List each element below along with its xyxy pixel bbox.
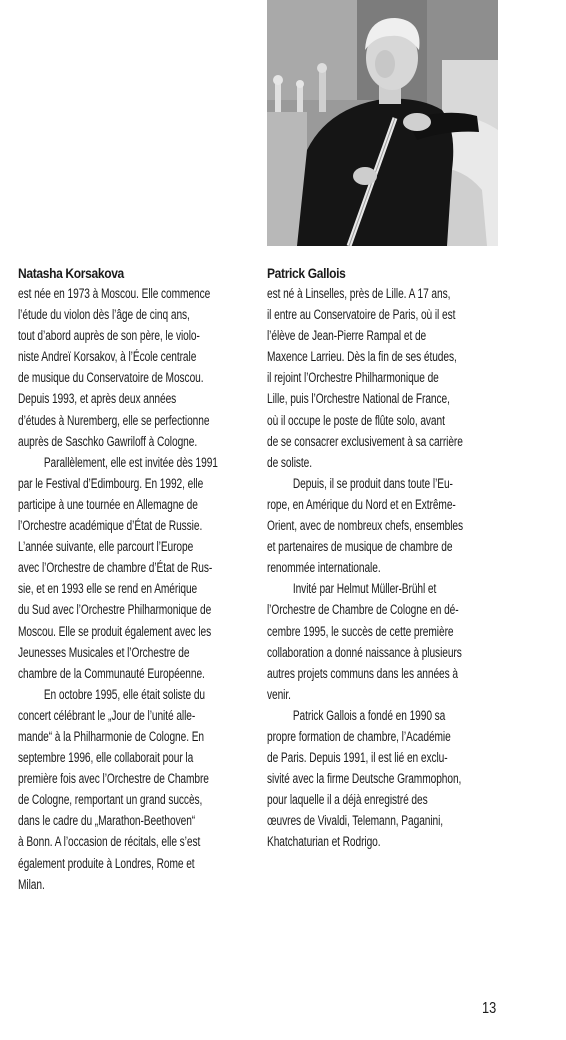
- bio-line: sie, et en 1993 elle se rend en Amérique: [18, 581, 198, 597]
- bio-line: Depuis 1993, et après deux années: [18, 391, 177, 407]
- bio-line: il entre au Conservatoire de Paris, où il est: [267, 307, 456, 323]
- bio-patrick-gallois: [267, 263, 503, 853]
- bio-line: cembre 1995, le succès de cette première: [267, 623, 454, 639]
- bio-line: l’Orchestre académique d’État de Russie.: [18, 518, 203, 534]
- bio-line: participe à une tournée en Allemagne de: [18, 496, 198, 512]
- bio-natasha-korsakova: [18, 263, 250, 895]
- bio-line: renommée internationale.: [267, 560, 381, 576]
- bio-line: où il occupe le poste de flûte solo, avant: [267, 412, 445, 428]
- bio-line: mande“ à la Philharmonie de Cologne. En: [18, 728, 204, 744]
- bio-line: Patrick Gallois a fondé en 1990 sa: [292, 707, 446, 723]
- bio-line: venir.: [267, 686, 291, 702]
- bio-line: pour laquelle il a déjà enregistré des: [267, 792, 428, 808]
- bio-line: Maxence Larrieu. Dès la fin de ses études,: [267, 349, 457, 365]
- bio-line: il rejoint l’Orchestre Philharmonique de: [267, 370, 439, 386]
- bio-line: d’études à Nuremberg, elle se perfectionne: [18, 412, 210, 428]
- bio-line: rope, en Amérique du Nord et en Extrême-: [267, 496, 456, 512]
- bio-line: par le Festival d’Edimbourg. En 1992, elle: [18, 475, 204, 491]
- bio-line: est née en 1973 à Moscou. Elle commence: [18, 286, 211, 301]
- bio-line: de se consacrer exclusivement à sa carrière: [267, 433, 463, 449]
- bio-line: de musique du Conservatoire de Moscou.: [18, 370, 204, 386]
- bio-line: Moscou. Elle se produit également avec les: [18, 623, 212, 639]
- bio-line: Depuis, il se produit dans toute l’Eu-: [292, 475, 453, 491]
- bio-line: avec l’Orchestre de chambre d’État de Rus-: [18, 560, 213, 576]
- bio-line: de Cologne, remportant un grand succès,: [18, 792, 203, 808]
- bio-line: Parallèlement, elle est invitée dès 1991: [43, 454, 218, 470]
- bio-line: l’Orchestre de Chambre de Cologne en dé-: [267, 602, 459, 618]
- bio-line: Milan.: [18, 876, 45, 892]
- bio-line: chambre de la Communauté Européenne.: [18, 665, 205, 681]
- bio-line: septembre 1996, elle collaborait pour la: [18, 750, 194, 766]
- portrait-photo: [267, 0, 498, 246]
- bio-line: Invité par Helmut Müller-Brühl et: [292, 581, 437, 597]
- bio-line: l’étude du violon dès l’âge de cinq ans,: [18, 307, 190, 323]
- bio-line: œuvres de Vivaldi, Telemann, Paganini,: [267, 813, 444, 829]
- bio-text: [18, 283, 250, 895]
- bio-line: propre formation de chambre, l’Académie: [267, 728, 451, 744]
- bio-line: autres projets communs dans les années à: [267, 665, 458, 681]
- flutist-portrait-image: [267, 0, 498, 246]
- artist-name: Natasha Korsakova: [18, 265, 124, 281]
- bio-line: dans le cadre du „Marathon-Beethoven“: [18, 813, 196, 829]
- bio-line: concert célébrant le „Jour de l’unité alle-: [18, 707, 196, 723]
- bio-line: tout d’abord auprès de son père, le violo-: [18, 328, 200, 344]
- bio-line: Orient, avec de nombreux chefs, ensembles: [267, 518, 464, 534]
- bio-line: collaboration a donné naissance à plusieurs: [267, 644, 462, 660]
- bio-line: auprès de Saschko Gawriloff à Cologne.: [18, 433, 198, 449]
- page-number: 13: [482, 1000, 497, 1017]
- bio-line: de soliste.: [267, 454, 312, 470]
- bio-line: et partenaires de musique de chambre de: [267, 539, 453, 555]
- bio-text: [267, 283, 503, 853]
- bio-line: Lille, puis l’Orchestre National de France,: [267, 391, 450, 407]
- bio-line: est né à Linselles, près de Lille. A 17 ans,: [267, 286, 451, 301]
- bio-line: du Sud avec l’Orchestre Philharmonique de: [18, 602, 212, 618]
- bio-line: à Bonn. A l’occasion de récitals, elle s’est: [18, 834, 201, 850]
- bio-line: de Paris. Depuis 1991, il est lié en exclu-: [267, 750, 448, 766]
- bio-line: L’année suivante, elle parcourt l’Europe: [18, 539, 194, 555]
- artist-name: Patrick Gallois: [267, 265, 346, 281]
- bio-line: En octobre 1995, elle était soliste du: [43, 686, 206, 702]
- bio-line: Khatchaturian et Rodrigo.: [267, 834, 381, 850]
- bio-line: niste Andreï Korsakov, à l’École centrale: [18, 349, 197, 365]
- bio-line: première fois avec l’Orchestre de Chambre: [18, 771, 209, 787]
- bio-line: Jeunesses Musicales et l’Orchestre de: [18, 644, 190, 660]
- bio-line: l’élève de Jean-Pierre Rampal et de: [267, 328, 427, 344]
- bio-line: sivité avec la firme Deutsche Grammophon,: [267, 771, 462, 787]
- bio-line: également produite à Londres, Rome et: [18, 855, 195, 871]
